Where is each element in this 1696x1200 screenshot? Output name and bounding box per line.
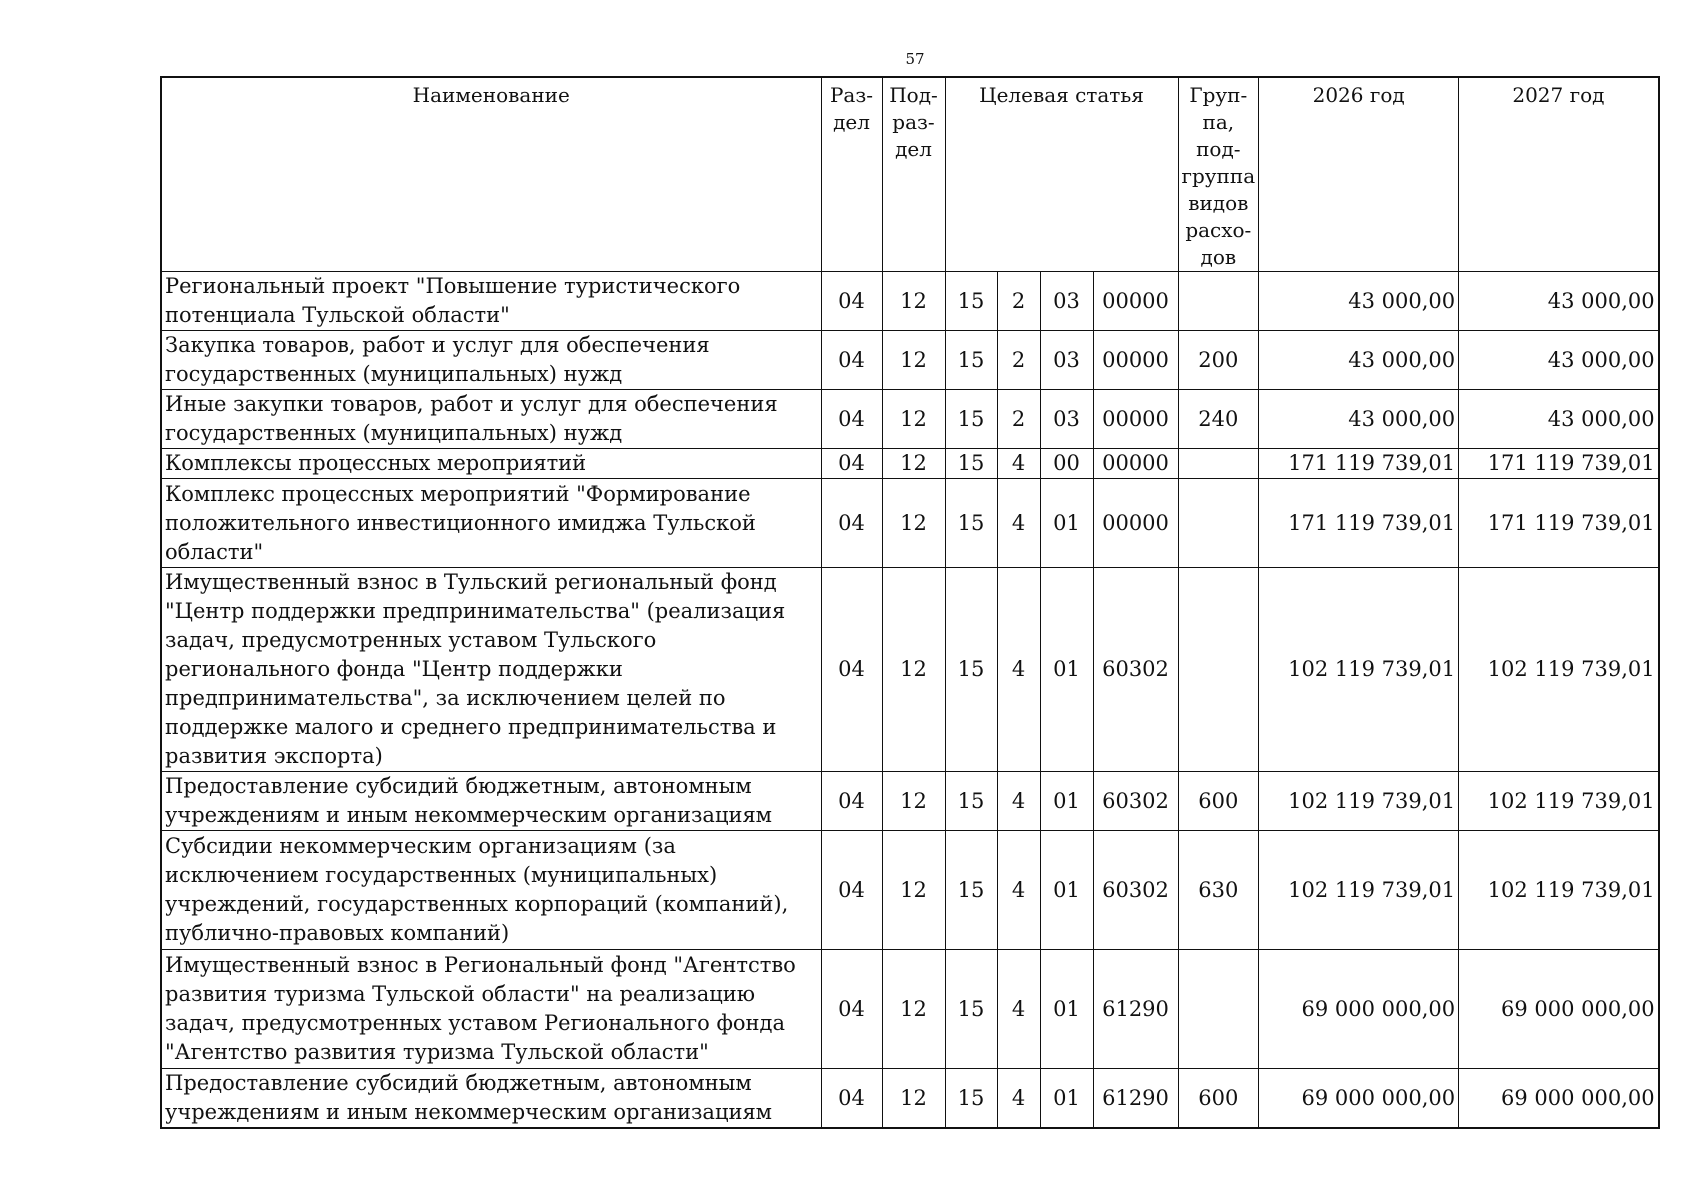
row-amount-2026: 69 000 000,00 — [1259, 950, 1459, 1069]
row-section: 04 — [821, 1069, 882, 1129]
row-subsection: 12 — [882, 568, 945, 772]
row-amount-2026: 102 119 739,01 — [1259, 568, 1459, 772]
row-target-program: 15 — [945, 950, 997, 1069]
row-expense-group: 600 — [1178, 1069, 1259, 1129]
budget-table — [160, 76, 1660, 1129]
page-number: 57 — [905, 50, 925, 68]
row-section: 04 — [821, 950, 882, 1069]
row-subsection: 12 — [882, 449, 945, 479]
row-section: 04 — [821, 390, 882, 449]
row-subsection: 12 — [882, 479, 945, 568]
row-name: Имущественный взнос в Тульский региональный фонд "Центр поддержки предпринимательства" (реализация задач, предусмотренных уставом Тульского регионального фонда "Центр поддержки предпринимательства", за исключением целей по поддержке малого и среднего предпринимательства и развития экспорта) — [161, 568, 821, 772]
row-target-program: 15 — [945, 772, 997, 831]
row-amount-2027: 43 000,00 — [1459, 272, 1659, 331]
row-amount-2027: 43 000,00 — [1459, 390, 1659, 449]
row-target-direction: 60302 — [1093, 568, 1178, 772]
header-section: Раз- дел — [821, 77, 882, 272]
row-target-structure: 03 — [1040, 331, 1093, 390]
row-target-program: 15 — [945, 272, 997, 331]
row-amount-2026: 102 119 739,01 — [1259, 831, 1459, 950]
row-target-type: 2 — [997, 390, 1040, 449]
row-amount-2026: 171 119 739,01 — [1259, 449, 1459, 479]
row-amount-2027: 69 000 000,00 — [1459, 1069, 1659, 1129]
header-name: Наименование — [161, 77, 821, 272]
row-target-structure: 03 — [1040, 272, 1093, 331]
row-target-direction: 00000 — [1093, 479, 1178, 568]
row-amount-2027: 102 119 739,01 — [1459, 772, 1659, 831]
row-expense-group — [1178, 449, 1259, 479]
table-row — [161, 479, 1659, 568]
table-row — [161, 772, 1659, 831]
row-section: 04 — [821, 831, 882, 950]
table-row — [161, 449, 1659, 479]
row-name: Имущественный взнос в Региональный фонд "Агентство развития туризма Тульской области" на реализацию задач, предусмотренных уставом Регионального фонда "Агентство развития туризма Тульской области" — [161, 950, 821, 1069]
header-year-2027: 2027 год — [1459, 77, 1659, 272]
row-amount-2026: 171 119 739,01 — [1259, 479, 1459, 568]
header-target-article: Целевая статья — [945, 77, 1178, 272]
row-expense-group: 240 — [1178, 390, 1259, 449]
row-name: Предоставление субсидий бюджетным, автономным учреждениям и иным некоммерческим организациям — [161, 772, 821, 831]
row-subsection: 12 — [882, 950, 945, 1069]
row-target-type: 4 — [997, 772, 1040, 831]
row-target-structure: 01 — [1040, 1069, 1093, 1129]
row-section: 04 — [821, 272, 882, 331]
row-expense-group: 200 — [1178, 331, 1259, 390]
row-expense-group — [1178, 479, 1259, 568]
row-amount-2027: 69 000 000,00 — [1459, 950, 1659, 1069]
row-target-program: 15 — [945, 479, 997, 568]
row-target-direction: 61290 — [1093, 950, 1178, 1069]
header-expense-group: Груп- па, под- группа видов расхо- дов — [1178, 77, 1259, 272]
row-target-direction: 00000 — [1093, 331, 1178, 390]
table-row — [161, 272, 1659, 331]
row-section: 04 — [821, 479, 882, 568]
row-target-type: 4 — [997, 449, 1040, 479]
row-subsection: 12 — [882, 831, 945, 950]
row-target-direction: 00000 — [1093, 272, 1178, 331]
row-target-program: 15 — [945, 390, 997, 449]
row-target-structure: 03 — [1040, 390, 1093, 449]
table-row — [161, 568, 1659, 772]
table-body — [161, 272, 1659, 1129]
row-amount-2027: 171 119 739,01 — [1459, 479, 1659, 568]
row-amount-2026: 43 000,00 — [1259, 331, 1459, 390]
table-row — [161, 1069, 1659, 1129]
row-target-direction: 60302 — [1093, 772, 1178, 831]
row-name: Закупка товаров, работ и услуг для обеспечения государственных (муниципальных) нужд — [161, 331, 821, 390]
row-expense-group: 600 — [1178, 772, 1259, 831]
row-subsection: 12 — [882, 331, 945, 390]
row-target-program: 15 — [945, 568, 997, 772]
table-row — [161, 390, 1659, 449]
table-row — [161, 831, 1659, 950]
header-subsection: Под- раз- дел — [882, 77, 945, 272]
row-name: Иные закупки товаров, работ и услуг для обеспечения государственных (муниципальных) нужд — [161, 390, 821, 449]
row-target-direction: 00000 — [1093, 449, 1178, 479]
row-name: Предоставление субсидий бюджетным, автономным учреждениям и иным некоммерческим организациям — [161, 1069, 821, 1129]
row-amount-2026: 43 000,00 — [1259, 390, 1459, 449]
row-section: 04 — [821, 331, 882, 390]
row-name: Региональный проект "Повышение туристического потенциала Тульской области" — [161, 272, 821, 331]
row-section: 04 — [821, 449, 882, 479]
row-target-program: 15 — [945, 1069, 997, 1129]
row-target-structure: 01 — [1040, 772, 1093, 831]
row-subsection: 12 — [882, 772, 945, 831]
row-subsection: 12 — [882, 390, 945, 449]
row-amount-2027: 102 119 739,01 — [1459, 568, 1659, 772]
row-target-program: 15 — [945, 831, 997, 950]
row-amount-2027: 102 119 739,01 — [1459, 831, 1659, 950]
row-amount-2026: 69 000 000,00 — [1259, 1069, 1459, 1129]
row-target-type: 4 — [997, 831, 1040, 950]
row-amount-2026: 102 119 739,01 — [1259, 772, 1459, 831]
row-amount-2026: 43 000,00 — [1259, 272, 1459, 331]
row-target-type: 4 — [997, 568, 1040, 772]
row-target-type: 4 — [997, 950, 1040, 1069]
row-target-type: 2 — [997, 331, 1040, 390]
row-target-structure: 01 — [1040, 568, 1093, 772]
row-target-structure: 01 — [1040, 479, 1093, 568]
row-target-direction: 61290 — [1093, 1069, 1178, 1129]
row-target-type: 2 — [997, 272, 1040, 331]
row-target-program: 15 — [945, 449, 997, 479]
row-target-direction: 00000 — [1093, 390, 1178, 449]
row-amount-2027: 171 119 739,01 — [1459, 449, 1659, 479]
row-target-structure: 00 — [1040, 449, 1093, 479]
row-name: Комплексы процессных мероприятий — [161, 449, 821, 479]
row-expense-group — [1178, 568, 1259, 772]
row-target-structure: 01 — [1040, 831, 1093, 950]
row-expense-group — [1178, 950, 1259, 1069]
header-year-2026: 2026 год — [1259, 77, 1459, 272]
row-section: 04 — [821, 568, 882, 772]
row-subsection: 12 — [882, 272, 945, 331]
row-target-structure: 01 — [1040, 950, 1093, 1069]
row-expense-group: 630 — [1178, 831, 1259, 950]
table-row — [161, 331, 1659, 390]
row-target-type: 4 — [997, 479, 1040, 568]
row-amount-2027: 43 000,00 — [1459, 331, 1659, 390]
row-target-type: 4 — [997, 1069, 1040, 1129]
row-name: Субсидии некоммерческим организациям (за исключением государственных (муниципальных) учреждений, государственных корпораций (компаний), публично-правовых компаний) — [161, 831, 821, 950]
row-expense-group — [1178, 272, 1259, 331]
row-subsection: 12 — [882, 1069, 945, 1129]
row-name: Комплекс процессных мероприятий "Формирование положительного инвестиционного имиджа Тульской области" — [161, 479, 821, 568]
row-target-direction: 60302 — [1093, 831, 1178, 950]
table-row — [161, 950, 1659, 1069]
table-header — [161, 77, 1659, 272]
row-target-program: 15 — [945, 331, 997, 390]
row-section: 04 — [821, 772, 882, 831]
